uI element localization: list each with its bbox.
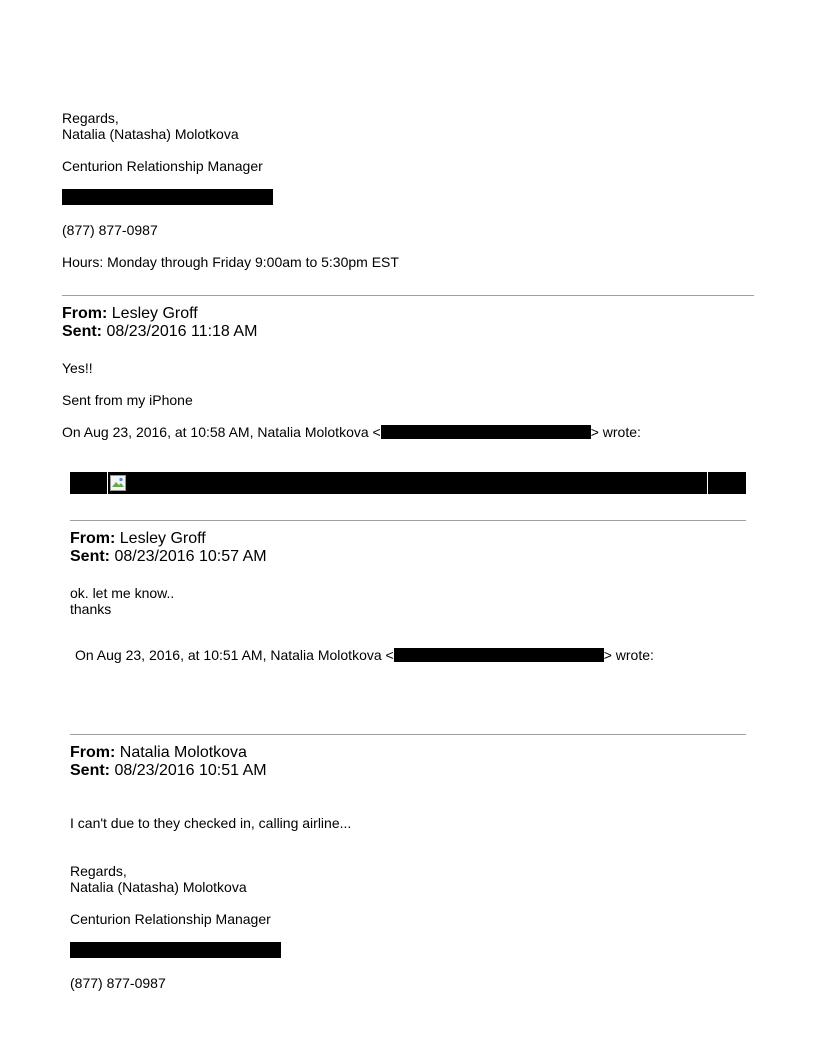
- sig2-phone: (877) 877-0987: [70, 975, 166, 991]
- msg1-sent-line: [62, 323, 257, 341]
- msg3-from-value: Natalia Molotkova: [119, 744, 247, 761]
- sig2-redacted-email: [70, 942, 281, 958]
- msg3-sent-line: [70, 762, 267, 780]
- msg2-sent-value: 08/23/2016 10:57 AM: [114, 548, 267, 565]
- sig2-regards: Regards,: [70, 863, 127, 879]
- msg3-sent-label: Sent:: [70, 762, 110, 779]
- redacted-banner: [70, 472, 746, 494]
- msg2-sent-line: [70, 548, 267, 566]
- sig1-name: Natalia (Natasha) Molotkova: [62, 126, 239, 142]
- msg1-from-line: [62, 305, 198, 323]
- msg2-body-line1: ok. let me know..: [70, 585, 175, 601]
- broken-image-icon: [110, 475, 126, 491]
- separator-rule-1: [62, 295, 754, 296]
- sig1-title: Centurion Relationship Manager: [62, 158, 263, 174]
- msg2-from-value: Lesley Groff: [119, 530, 206, 547]
- sig1-redacted-email: [62, 189, 273, 205]
- msg2-quote-prefix: On Aug 23, 2016, at 10:51 AM, Natalia Molotkova <: [75, 647, 394, 663]
- msg2-from-label: From:: [70, 530, 116, 547]
- msg2-quote-line: [75, 647, 654, 663]
- msg2-quote-suffix: > wrote:: [603, 647, 654, 663]
- msg3-body: I can't due to they checked in, calling airline...: [70, 815, 352, 831]
- msg1-from-label: From:: [62, 305, 108, 322]
- msg3-from-label: From:: [70, 744, 116, 761]
- msg1-quote-suffix: > wrote:: [590, 424, 641, 440]
- sig1-regards: Regards,: [62, 110, 119, 126]
- msg2-redacted-email: [394, 648, 604, 662]
- msg1-quote-prefix: On Aug 23, 2016, at 10:58 AM, Natalia Molotkova <: [62, 424, 381, 440]
- msg3-sent-value: 08/23/2016 10:51 AM: [114, 762, 267, 779]
- banner-divider-left: [107, 472, 108, 494]
- msg1-from-value: Lesley Groff: [111, 305, 198, 322]
- msg3-from-line: [70, 744, 247, 762]
- sig1-hours: Hours: Monday through Friday 9:00am to 5:30pm EST: [62, 254, 399, 270]
- sig2-title: Centurion Relationship Manager: [70, 911, 271, 927]
- sig1-phone: (877) 877-0987: [62, 222, 158, 238]
- msg1-redacted-email: [381, 425, 591, 439]
- msg1-sent-value: 08/23/2016 11:18 AM: [106, 323, 258, 340]
- separator-rule-2: [70, 520, 746, 521]
- separator-rule-3: [70, 734, 746, 735]
- msg1-body-yes: Yes!!: [62, 360, 93, 376]
- msg2-body-line2: thanks: [70, 601, 112, 617]
- msg1-body-iphone: Sent from my iPhone: [62, 392, 193, 408]
- banner-divider-right: [707, 472, 708, 494]
- msg1-sent-label: Sent:: [62, 323, 102, 340]
- sig2-name: Natalia (Natasha) Molotkova: [70, 879, 247, 895]
- msg2-from-line: [70, 530, 206, 548]
- msg1-quote-line: [62, 424, 641, 440]
- msg2-sent-label: Sent:: [70, 548, 110, 565]
